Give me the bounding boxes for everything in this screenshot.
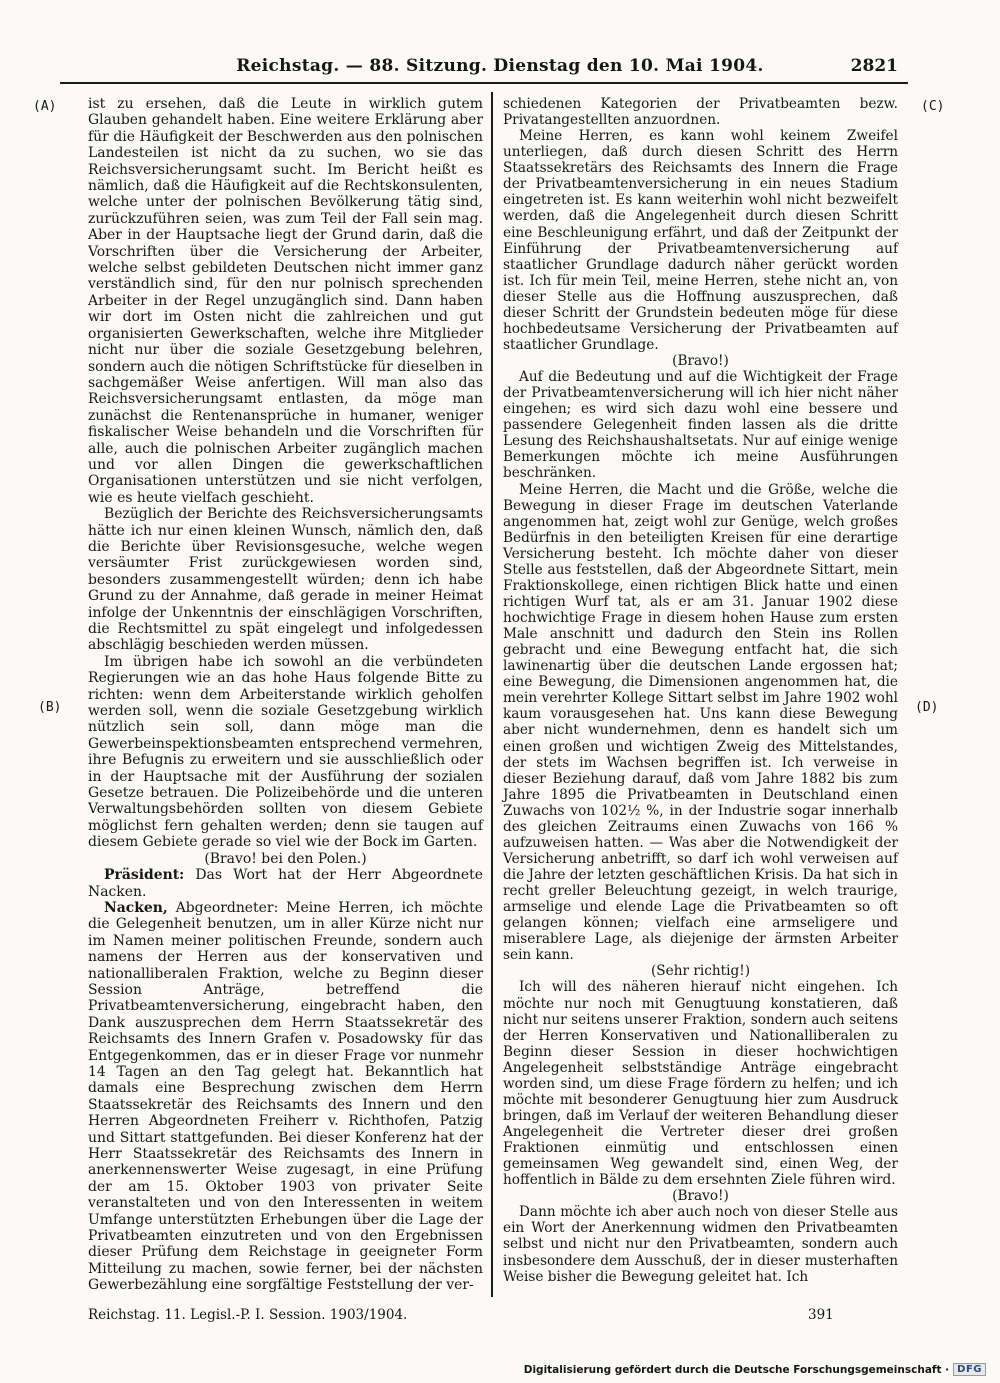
paragraph: Meine Herren, es kann wohl keinem Zweifel unterliegen, daß durch diesen Schritt des Herrn Staatssekretärs des Reichsamts des Innern die Frage der Privatbeamtenversicherung in ein neues Stadium eingetreten ist. Es kann weiterhin wohl nicht bezweifelt werden, daß die Angelegenheit durch diesen Schritt eine Beschleunigung erfährt, und daß der Zeitpunkt der Einführung der Privatbeamtenversicherung auf staatlicher Grundlage dadurch näher gerückt worden ist. Ich für mein Teil, meine Herren, stehe nicht an, von dieser Stelle aus die Hoffnung auszusprechen, daß dieser Schritt der Grundstein bedeuten möge für diese hochbedeutsame Versicherung der Privatbeamten auf staatlicher Grundlage. [503,128,898,353]
column-divider [491,92,493,1297]
speaker-name: Nacken, [104,899,168,916]
speech-text: Das Wort hat der Herr Abgeordnete Nacken. [88,867,483,900]
interjection: (Bravo!) [672,1188,729,1205]
paragraph: Im übrigen habe ich sowohl an die verbündeten Regierungen wie an das hohe Haus folgende Bitte zu richten: wenn dem Arbeiterstande wirklich geholfen werden soll, wenn die soziale Gesetzgebung wirklich nützlich sein soll, dann möge man die Gewerbeinspektionsbeamten entsprechend vermehren, ihre Befugnis zu erweitern und sie ausschließlich oder in der Hauptsache mit der Ausführung der sozialen Gesetze betrauen. Die Polizeibehörde und die unteren Verwaltungsbehörden sollten von diesem Gebiete möglichst fern gehalten werden; denn sie taugen auf diesem Gebiete gerade so viel wie der Bock im Garten. [88,653,483,851]
speaker-name: Präsident: [104,867,185,884]
right-column [503,96,898,1285]
footer-session: Reichstag. 11. Legisl.-P. I. Session. 1903/1904. [88,1307,408,1323]
digitization-credit [524,1363,986,1376]
paragraph: Meine Herren, die Macht und die Größe, welche die Bewegung in dieser Frage im deutschen Vaterlande angenommen hat, zeigt wohl zur Genüge, welch großes Bedürfnis in den beteiligten Kreisen für eine derartige Versicherung besteht. Ich möchte daher von dieser Stelle aus feststellen, daß der Abgeordnete Sittart, mein Fraktionskollege, einen richtigen Blick hatte und einen richtigen Wurf tat, als er am 31. Januar 1902 diese hochwichtige Frage in diesem hohen Hause zum ersten Male anschnitt und dadurch den Stein ins Rollen gebracht und eine Bewegung entfacht hat, die sich lawinenartig über die deutschen Lande ergossen hat; eine Bewegung, die Dimensionen angenommen hat, die mein verehrter Kollege Sittart selbst im Jahre 1902 wohl kaum vorausgesehen hat. Uns kann diese Bewegung aber nicht wundernehmen, denn es handelt sich um einen großen und wichtigen Zweig des Mittelstandes, der stets im Wachsen begriffen ist. Ich verweise in dieser Beziehung darauf, daß vom Jahre 1882 bis zum Jahre 1895 die Privatbeamten in Deutschland einen Zuwachs von 102½ %, in der Industrie sogar innerhalb des gleichen Zeitraums einen Zuwachs von 166 % aufzuweisen hatten. — Was aber die Notwendigkeit der Versicherung anbetrifft, so darf ich wohl verweisen auf die Jahre der letzten geschäftlichen Krisis. Da hat sich in recht greller Beleuchtung gezeigt, in welch traurige, armselige und elende Lage die Privatbeamten so oft gelangen können; vielfach eine armseligere und miserablere Lage, als diejenige der ärmsten Arbeiter sein kann. [503,481,899,964]
speaker-paragraph [88,900,483,1294]
footer-sheet-number: 391 [808,1307,834,1323]
margin-marker-b: (B) [38,700,62,715]
margin-marker-d: (D) [915,700,939,715]
margin-marker-a: (A) [33,99,57,114]
interjection: (Bravo!) [672,353,729,369]
margin-marker-c: (C) [921,99,945,114]
paragraph: Dann möchte ich aber auch noch von dieser Stelle aus ein Wort der Anerkennung widmen den Privatbeamten selbst und nicht nur den Privatbeamten, sondern auch insbesondere dem Ausschuß, der in dieser musterhaften Weise bisher die Bewegung geleitet hat. Ich [503,1204,898,1285]
speech-text: Abgeordneter: Meine Herren, ich möchte die Gelegenheit benutzen, um in aller Kürze nicht nur im Namen meiner politischen Freunde, sondern auch namens der Herren aus der konservativen und nationalliberalen Fraktion, welche zu Beginn dieser Session Anträge, betreffend die Privatbeamtenversicherung, eingebracht haben, den Dank auszusprechen dem Herrn Staatssekretär des Reichsamts des Innern Grafen v. Posadowsky für das Entgegenkommen, das er in dieser Frage vor nunmehr 14 Tagen an den Tag gelegt hat. Bekanntlich hat damals eine Besprechung zwischen dem Herrn Staatssekretär des Reichsamts des Innern und den Herren Abgeordneten Freiherr v. Richthofen, Patzig und Sittart stattgefunden. Bei dieser Konferenz hat der Herr Staatssekretär des Reichsamts des Innern in anerkennenswerter Weise zugesagt, in eine Prüfung der am 15. Oktober 1903 von privater Seite veranstalteten und von den Interessenten in weitem Umfange unterstützten Erhebungen über die Lage der Privatbeamten einzutreten und von den Ergebnissen dieser Prüfung dem Reichstage in geeigneter Form Mitteilung zu machen, sowie ferner, bei der nächsten Gewerbezählung eine sorgfältige Feststellung der ver- [88,899,483,1294]
credit-text: Digitalisierung gefördert durch die Deutsche Forschungsgemeinschaft · [523,1363,950,1376]
interjection: (Sehr richtig!) [650,963,751,980]
speaker-paragraph [88,867,483,900]
paragraph: ist zu ersehen, daß die Leute in wirklich gutem Glauben gehandelt haben. Eine weitere Erklärung aber für die Häufigkeit der Beschwerden aus den polnischen Landesteilen ist nicht da zu suchen, wo sie das Reichsversicherungsamt sucht. Im Bericht heißt es nämlich, daß die Häufigkeit auf die Rechtskonsulenten, welche unter der polnischen Bevölkerung tätig sind, zurückzuführen seien, was zum Teil der Fall sein mag. Aber in der Hauptsache liegt der Grund darin, daß die Vorschriften über die Versicherung der Arbeiter, welche selbst gebildeten Deutschen nicht immer ganz verständlich sind, für den nur polnisch sprechenden Arbeiter in der Regel unzugänglich sind. Dann haben wir dort im Osten nicht die zahlreichen und gut organisierten Gewerkschaften, welche ihre Mitglieder nicht nur über die soziale Gesetzgebung belehren, sondern auch die nötigen Schriftstücke für dieselben in sachgemäßer Weise anfertigen. Will man also das Reichsversicherungsamt entlasten, da möge man zunächst die Rentenansprüche in humaner, weniger fiskalischer Weise behandeln und die Vorschriften für alle, auch die polnischen Arbeiter zugänglich machen und vor allen Dingen die gewerkschaftlichen Organisationen unterstützen und sie nicht verfolgen, wie es heute vielfach geschieht. [88,96,483,506]
page-number: 2821 [850,56,898,76]
paragraph: schiedenen Kategorien der Privatbeamten bezw. Privatangestellten anzuordnen. [503,96,898,129]
left-column [88,96,483,1294]
running-header: Reichstag. — 88. Sitzung. Dienstag den 10. Mai 1904. [236,56,764,76]
paragraph: Auf die Bedeutung und auf die Wichtigkeit der Frage der Privatbeamtenversicherung will ich hier nicht näher eingehen; es wird sich dazu wohl eine bessere und passendere Gelegenheit finden lassen als die dritte Lesung des Reichshaushaltsetats. Nur auf einige wenige Bemerkungen möchte ich meine Ausführungen beschränken. [503,369,898,482]
header-rule [60,82,908,84]
interjection: (Bravo! bei den Polen.) [204,850,367,867]
paragraph: Ich will des näheren hierauf nicht eingehen. Ich möchte nur noch mit Genugtuung konstatieren, daß nicht nur seitens unserer Fraktion, sondern auch seitens der Herren Konservativen und Nationalliberalen zu Beginn dieser Session in dieser hochwichtigen Angelegenheit selbstständige Anträge eingebracht worden sind, um diese Frage fördern zu helfen; und ich möchte mit besonderer Genugtuung hier zum Ausdruck bringen, daß im Verlauf der weiteren Behandlung dieser Angelegenheit die Vertreter dieser drei großen Fraktionen einmütig und entschlossen einen gemeinsamen Weg gewandelt sind, einen Weg, der hoffentlich in Bälde zu dem ersehnten Ziele führen wird. [503,979,898,1189]
paragraph: Bezüglich der Berichte des Reichsversicherungsamts hätte ich nur einen kleinen Wunsch, nämlich den, daß die Berichte über Revisionsgesuche, welche wegen versäumter Frist zurückgewiesen worden sind, besonders zusammengestellt würden; denn ich habe Grund zu der Annahme, daß gerade in meiner Heimat infolge der Unkenntnis der einschlägigen Vorschriften, die Rechtsmittel zu spät eingelegt und infolgedessen abschlägig beschieden werden müssen. [88,506,483,654]
dfg-logo-icon: DFG [953,1363,986,1376]
